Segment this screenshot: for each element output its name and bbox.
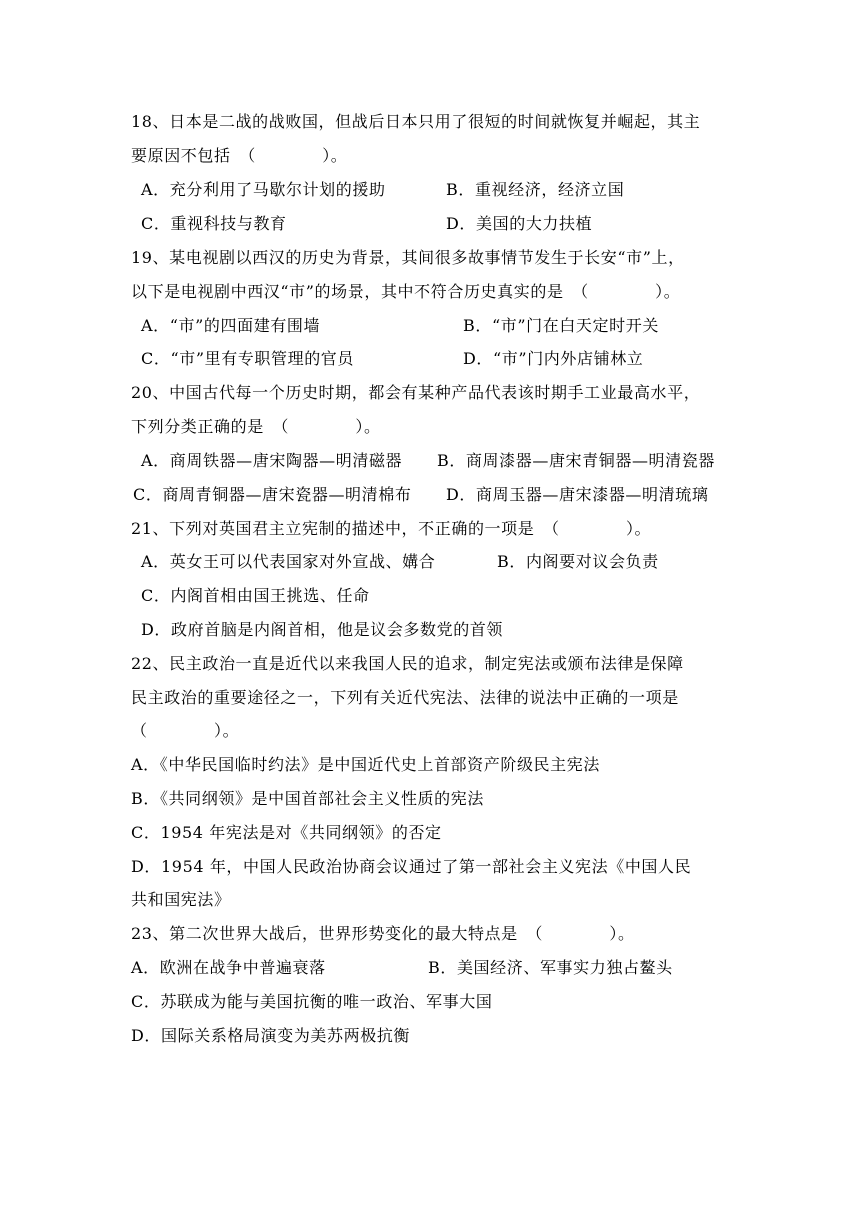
question-23-option-a: A．欧洲在战争中普遍衰落 [131,958,326,977]
question-23-option-d: D．国际关系格局演变为美苏两极抗衡 [131,1026,411,1045]
question-22-stem-line-3: （ ）。 [131,721,240,740]
question-18-stem-line-1: 18、日本是二战的战败国，但战后日本只用了很短的时间就恢复并崛起，其主 [131,112,701,131]
question-23-option-c: C．苏联成为能与美国抗衡的唯一政治、军事大国 [131,992,493,1011]
question-18-option-b: B．重视经济，经济立国 [446,180,625,199]
question-18-option-c: C．重视科技与教育 [141,214,287,233]
question-22-option-d-line-2: 共和国宪法》 [131,890,231,909]
question-18-option-d: D．美国的大力扶植 [446,214,593,233]
question-22-stem-line-1: 22、民主政治一直是近代以来我国人民的追求，制定宪法或颁布法律是保障 [131,654,684,673]
question-21-option-c: C．内阁首相由国王挑选、任命 [141,586,370,605]
question-21-option-d: D．政府首脑是内阁首相，他是议会多数党的首领 [141,620,504,639]
question-20-option-c: C．商周青铜器—唐宋瓷器—明清棉布 [133,485,412,504]
question-22-option-d-line-1: D．1954 年，中国人民政治协商会议通过了第一部社会主义宪法《中国人民 [131,857,692,876]
question-20-stem-line-2: 下列分类正确的是 （ ）。 [131,417,381,436]
question-23-option-b: B．美国经济、军事实力独占鳌头 [428,958,673,977]
question-19-option-a: A．“市”的四面建有围墙 [141,316,321,335]
question-22-option-c: C．1954 年宪法是对《共同纲领》的否定 [131,823,442,842]
question-20-stem-line-1: 20、中国古代每一个历史时期，都会有某种产品代表该时期手工业最高水平， [131,383,701,402]
question-18-stem-line-2: 要原因不包括 （ ）。 [131,146,348,165]
question-19-option-d: D．“市”门内外店铺林立 [463,349,644,368]
question-22-stem-line-2: 民主政治的重要途径之一，下列有关近代宪法、法律的说法中正确的一项是 [131,688,679,707]
question-20-option-d: D．商周玉器—唐宋漆器—明清琉璃 [446,485,709,504]
question-21-option-b: B．内阁要对议会负责 [497,552,659,571]
question-22-option-a: A．《中华民国临时约法》是中国近代史上首部资产阶级民主宪法 [131,755,600,774]
question-21-option-a: A．英女王可以代表国家对外宣战、媾合 [141,552,436,571]
question-19-option-c: C．“市”里有专职管理的官员 [141,349,355,368]
question-18-option-a: A．充分利用了马歇尔计划的援助 [141,180,386,199]
question-20-option-a: A．商周铁器—唐宋陶器—明清磁器 [141,451,403,470]
question-19-stem-line-1: 19、某电视剧以西汉的历史为背景，其间很多故事情节发生于长安“市”上， [131,248,685,267]
question-23-stem: 23、第二次世界大战后，世界形势变化的最大特点是 （ ）。 [131,924,635,943]
question-19-option-b: B．“市”门在白天定时开关 [463,316,659,335]
question-19-stem-line-2: 以下是电视剧中西汉“市”的场景，其中不符合历史真实的是 （ ）。 [131,282,681,301]
question-20-option-b: B．商周漆器—唐宋青铜器—明清瓷器 [437,451,715,470]
question-22-option-b: B．《共同纲领》是中国首部社会主义性质的宪法 [131,789,484,808]
question-21-stem: 21、下列对英国君主立宪制的描述中，不正确的一项是 （ ）。 [131,519,652,538]
